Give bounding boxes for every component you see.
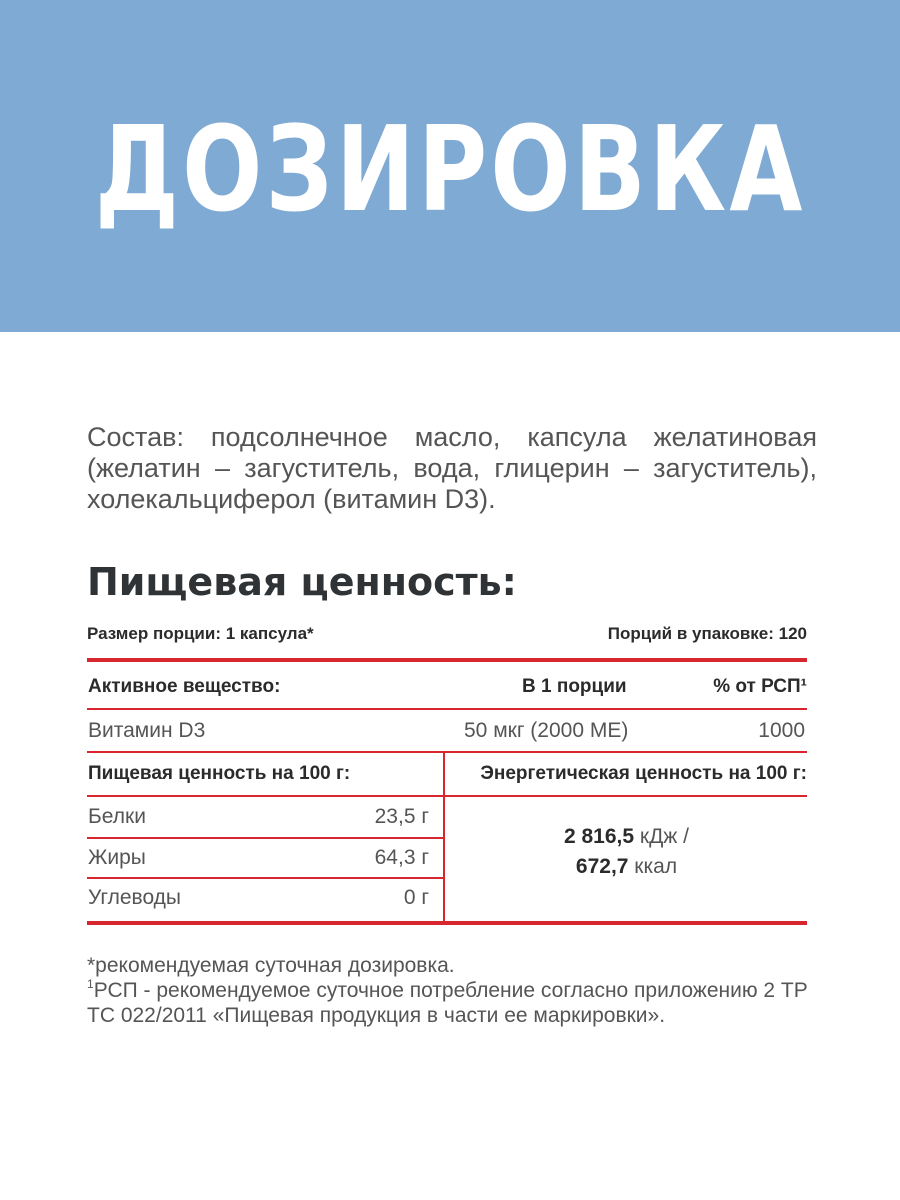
divider <box>87 837 443 839</box>
energy-kcal-unit: ккал <box>628 855 678 878</box>
energy-header: Энергетическая ценность на 100 г: <box>480 763 807 784</box>
active-header-percent: % от РСП¹ <box>713 676 807 697</box>
divider <box>87 877 443 879</box>
divider <box>87 795 807 797</box>
active-header-portion: В 1 порции <box>522 676 627 697</box>
footnote-mark: 1 <box>87 977 94 991</box>
column-divider <box>443 751 445 923</box>
macro-value-fat: 64,3 г <box>374 846 429 869</box>
serving-info <box>87 624 807 644</box>
divider <box>87 708 807 710</box>
macro-value-carbs: 0 г <box>403 886 429 909</box>
footnotes <box>87 953 812 1028</box>
divider <box>87 751 807 753</box>
nutrition-heading: Пищевая ценность: <box>87 560 517 604</box>
table-bottom-border <box>87 921 807 925</box>
servings-per-pack: Порций в упаковке: 120 <box>607 624 807 643</box>
header-banner <box>0 0 900 332</box>
macro-value-protein: 23,5 г <box>374 805 429 828</box>
energy-kj-value: 2 816,5 <box>563 825 635 848</box>
footnote-rsp <box>87 978 812 1028</box>
active-row-name: Витамин D3 <box>88 719 206 742</box>
serving-size: Размер порции: 1 капсула* <box>87 624 314 643</box>
macro-name-carbs: Углеводы <box>88 886 182 909</box>
energy-kcal-value: 672,7 <box>575 855 629 878</box>
footnote-dosage: *рекомендуемая суточная дозировка. <box>87 954 455 977</box>
macro-name-protein: Белки <box>88 805 146 828</box>
table-top-border <box>87 658 807 662</box>
footnote-rsp-text: РСП - рекомендуемое суточное потребление согласно приложению 2 ТР ТС 022/2011 «Пищевая продукция в части ее маркировки». <box>87 979 808 1027</box>
active-row-amount: 50 мкг (2000 МЕ) <box>464 719 629 742</box>
energy-value <box>446 822 807 882</box>
active-header-name: Активное вещество: <box>88 676 281 697</box>
macro-name-fat: Жиры <box>88 846 146 869</box>
page-title: ДОЗИРОВКА <box>94 100 806 238</box>
per100-header: Пищевая ценность на 100 г: <box>88 763 351 784</box>
energy-kj-unit: кДж / <box>634 825 690 848</box>
composition-text: Состав: подсолнечное масло, капсула желатиновая (желатин – загуститель, вода, глицерин – загуститель), холекальциферол (витамин D3). <box>87 422 817 514</box>
active-row-percent: 1000 <box>758 719 805 742</box>
